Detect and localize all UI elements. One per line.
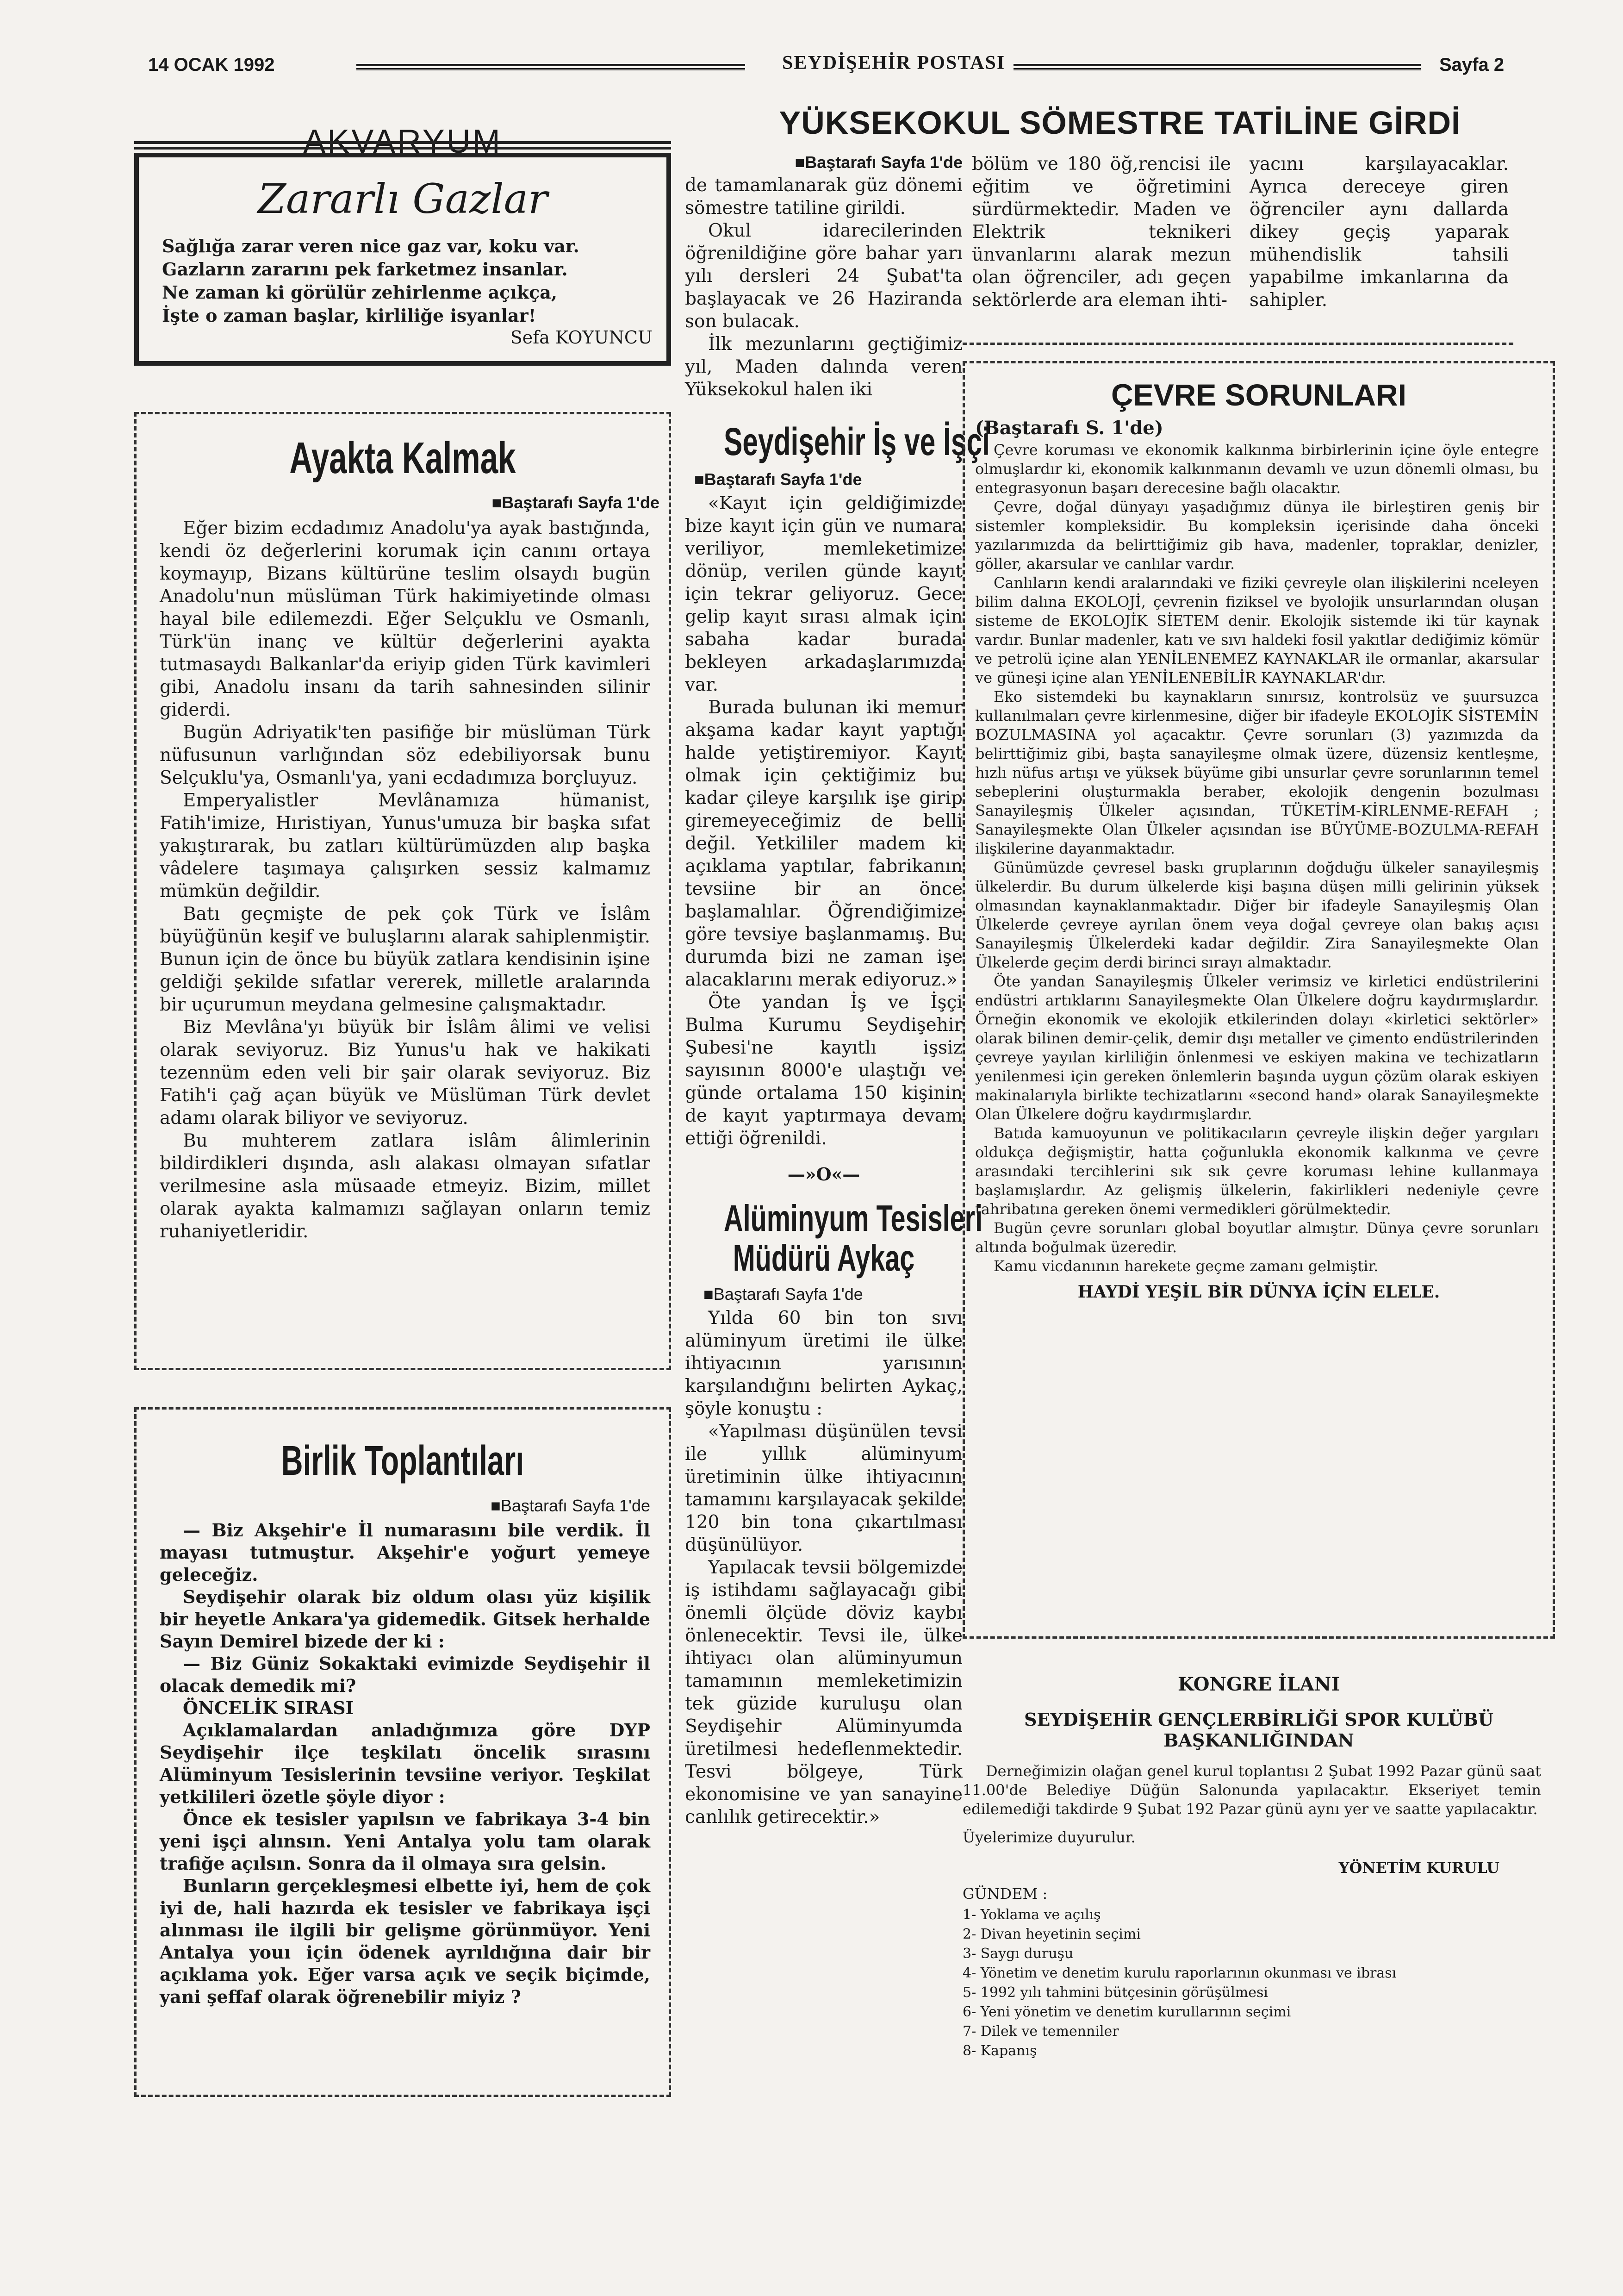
kongre-invite: Üyelerimize duyurulur. (963, 1828, 1136, 1846)
kongre-body: Derneğimizin olağan genel kurul toplantısı 2 Şubat 1992 Pazar günü saat 11.00'de Belediye Düğün Salonunda yapılacaktır. Ekseriyet temin edilemediği takdirde 9 Şubat 192 Pazar günü aynı yer ve saatte yapılacaktır. (963, 1762, 1541, 1818)
newspaper-name: SEYDİŞEHİR POSTASI (782, 52, 1006, 74)
isci-paragraph: Burada bulunan iki memur akşama kadar kayıt yaptığı halde yetiştiremiyor. Kayıt olmak için çektiğimiz bu kadar çileye karşılık işe girip giremeyeceğimiz de belli değil. Yetkililer madem ki açıklama yaptılar, fabrikanın tevsiine bir an önce başlamalılar. Öğrendiğimize göre tevsiye başlanmamış. Bu durumda bizi ne zaman işe alacaklarını merak ediyoruz.» (685, 697, 963, 990)
isci-title: Seydişehir İş ve İşçi (724, 420, 990, 463)
birlik-box (134, 1407, 671, 2097)
yuksekokul-paragraph: Okul idarecilerinden öğrenildiğine göre bahar yarı yılı dersleri 24 Şubat'ta başlayacak ve 26 Haziranda son bulacak. (685, 220, 963, 332)
cevre-source: (Baştarafı S. 1'de) (975, 417, 1163, 439)
kongre-signature: YÖNETİM KURULU (1338, 1859, 1499, 1877)
yuksekokul-col1 (685, 174, 963, 401)
akvaryum-kicker: AKVARYUM (303, 123, 502, 160)
yuksekokul-col3: yacını karşılayacaklar. Ayrıca dereceye giren öğrenciler aynı dallarda dikey geçiş yaparak mühendislik tahsili yapabilme imkanlarına da sahipler. (1250, 154, 1509, 311)
yuksekokul-paragraph: İlk mezunlarını geçtiğimiz yıl, Maden dalında veren Yüksekokul halen iki (685, 334, 963, 400)
poem-line: Gazların zararını pek farketmez insanlar. (162, 259, 568, 280)
aluminyum-paragraph: «Yapılması düşünülen tevsi ile yıllık alüminyum üretiminin ülke ihtiyacının tamamını karşılayacak şekilde 120 bin tona çıkartılması düşünülüyor. (685, 1421, 963, 1555)
poem-line: Ne zaman ki görülür zehirlenme açıkça, (162, 282, 558, 303)
cevre-paragraph: Öte yandan Sanayileşmiş Ülkeler verimsiz ve kirletici endüstrilerini endüstri artıklarını Sanayileşmekte Olan Ülkelere doğru kaydırmışlardır. Örneğin ekonomik ve ekolojik etkilerinden dolayı «kirletici sektörler» olarak bilinen demir-çelik, demir dışı metaller ve çimento endüstrilerinden çevreye yayılan kirliliğin önlenmesi ve eskiyen makina ve techizatların yenilenmesi için gereken önlemlerin başında uygun çözüm olarak eskiyen makinalarıyla birlikte techizatlarını «second hand» olarak Sanayileşmekte Olan Ülkelere doğru kaydırmışlardır. (975, 973, 1539, 1123)
cevre-paragraph: Eko sistemdeki bu kaynakların sınırsız, kontrolsüz ve şuursuzca kullanılmaları çevre kirlenmesine, diğer bir ifadeyle EKOLOJİK SİSTEMİN BOZULMASINA yol açacaktır. Çevre sorunları (3) yazımızda da belirttiğimiz gibi, başta sanayileşme olmak üzere, düzensiz kentleşme, hızlı nüfus artışı ve yüksek büyüme gibi unsurlar çevre sorunlarının temel sebeplerini oluşturmakla beraber, ekolojik dengenin bozulması Sanayileşmiş Ülkeler açısından, TÜKETİM-KİRLENME-REFAH ; Sanayileşmekte Olan Ülkeler açısından ise BÜYÜME-BOZULMA-REFAH ilişkilerine dayanmaktadır. (975, 688, 1539, 857)
ayakta-paragraph: Bugün Adriyatik'ten pasifiğe bir müslüman Türk nüfusunun varlığından söz edebiliyorsak bunu Selçuklu'ya, Osmanlı'ya, yani ecdadımıza borçluyuz. (160, 722, 650, 788)
birlik-paragraph: Açıklamalardan anladığımıza göre DYP Seydişehir ilçe teşkilatı öncelik sırasını Alüminyum Tesislerinin tevsiine veriyor. Teşkilat yetkilileri özetle şöyle diyor : (160, 1720, 650, 1807)
isci-paragraph: «Kayıt için geldiğimizde bize kayıt için gün ve numara veriliyor, memleketimize dönüp, verilen günde kayıt için tekrar geliyoruz. Gece gelip kayıt sırası almak için sabaha kadar burada bekleyen arkadaşlarımızda var. (685, 493, 963, 695)
poem-line: Sağlığa zarar veren nice gaz var, koku var. (162, 236, 579, 256)
cevre-title: ÇEVRE SORUNLARI (1111, 378, 1407, 412)
birlik-title: Birlik Toplantıları (281, 1438, 524, 1484)
yuksekokul-col2: bölüm ve 180 öğ,rencisi ile eğitim ve öğretimini sürdürmektedir. Maden ve Elektrik teknikeri ünvanlarını alarak mezun olan öğrenciler, adı geçen sektörlerde ara eleman ihti- (972, 154, 1231, 311)
cevre-paragraph: Çevre koruması ve ekonomik kalkınma birbirlerinin içine öyle entegre olmuşlardır ki, ekonomik kalkınmanın devamlı ve uzun dönemli olması, bu entegrasyonun başarı derecesine bağlı olacaktır. (975, 441, 1539, 497)
agenda-item: 5- 1992 yılı tahmini bütçesinin görüşülmesi (963, 1984, 1268, 2001)
birlik-paragraph: Önce ek tesisler yapılsın ve fabrikaya 3-4 bin yeni işçi alınsın. Yeni Antalya yolu tam olarak trafiğe açılsın. Sonra da il olmaya sıra gelsin. (160, 1809, 650, 1874)
agenda-list (963, 1905, 1555, 2061)
kongre-title: KONGRE İLANI (1177, 1673, 1340, 1695)
yuksekokul-paragraph: de tamamlanarak güz dönemi sömestre tatiline girildi. (685, 175, 963, 218)
agenda-item: 3- Saygı duruşu (963, 1946, 1074, 1962)
ayakta-body (160, 517, 650, 1243)
aluminyum-paragraph: Yılda 60 bin ton sıvı alüminyum üretimi ile ülke ihtiyacının yarısının karşılandığını belirten Aykaç, şöyle konuştu : (685, 1308, 963, 1419)
ayakta-paragraph: Emperyalistler Mevlânamıza hümanist, Fatih'imize, Hıristiyan, Yunus'umuza bir başka sıfat yakıştırarak, bu zatları kültürümüzden alıp başka vâdelere taşımaya çalışırken sessiz kalmamız mümkün değildir. (160, 790, 650, 902)
birlik-body (160, 1519, 650, 2008)
agenda-item: 1- Yoklama ve açılış (963, 1907, 1101, 1923)
akvaryum-author: Sefa KOYUNCU (510, 327, 653, 348)
isci-source: ■ Baştarafı Sayfa 1'de (694, 470, 963, 489)
agenda-item: 4- Yönetim ve denetim kurulu raporlarının okunması ve ibrası (963, 1965, 1397, 1981)
issue-date: 14 OCAK 1992 (148, 55, 275, 75)
birlik-source: ■ Baştarafı Sayfa 1'de (137, 1496, 650, 1516)
cevre-paragraph: Canlıların kendi aralarındaki ve fiziki çevreyle olan ilişkilerini nceleyen bilim dalına EKOLOJİ, çevrenin fiziksel ve byolojik unsurlarından oluşan sisteme de EKOLOJİK SİETEM denir. Ekolojik sistemde iki tür kaynak vardır. Bunlar madenler, katı ve sıvı haldeki fosil yakıtlar dediğimiz kömür ve petrolü içine alan YENİLENEMEZ KAYNAKLAR ile ormanlar, akarsular ve güneşi içine alan YENİLENEBİLİR KAYNAKLAR'dır. (975, 574, 1539, 686)
cevre-paragraph: Günümüzde çevresel baskı gruplarının doğduğu ülkeler sanayileşmiş ülkelerdir. Bu durum ülkelerde kişi başına düşen milli gelirinin yüksek olmasından kaynaklanmaktadır. Diğer bir ifadeyle Sanayileşmiş Olan Ülkelerde çevreye ayrılan önem veya doğal çevreye olan bakış açısı Sanayileşmiş Ülkelerdeki kadar değildir. Zira Sanayileşmekte Olan Ülkelerde geçim derdi birinci sırayı almaktadır. (975, 859, 1539, 971)
cevre-paragraph: Bugün çevre sorunları global boyutlar almıştır. Dünya çevre sorunları altında boğulmak üzeredir. (975, 1219, 1539, 1256)
agenda-label: GÜNDEM : (963, 1885, 1048, 1903)
ayakta-paragraph: Biz Mevlâna'yı büyük bir İslâm âlimi ve velisi olarak seviyoruz. Biz Yunus'u hak ve hakikati tezennüm eden veli bir şair olarak seviyoruz. Biz Fatih'i çağ açan büyük ve Müslüman Türk devlet adamı olarak biliyor ve seviyoruz. (160, 1017, 650, 1129)
poem-line: İşte o zaman başlar, kirliliğe isyanlar! (162, 305, 536, 326)
birlik-subhead: ÖNCELİK SIRASI (183, 1697, 354, 1718)
header-rule-right (1014, 64, 1421, 70)
agenda-item: 7- Dilek ve temenniler (963, 2023, 1119, 2040)
kongre-ilani (963, 1660, 1555, 2113)
ayakta-paragraph: Batı geçmişte de pek çok Türk ve İslâm büyüğünün keşif ve buluşlarını alarak sahiplenmiştir. Bunun için de önce bu büyük zatlara kendisinin işine geldiği şekilde sıfatlar vererek, milletle aralarında bir uçurumun meydana gelmesine çalışmaktadır. (160, 904, 650, 1015)
ayakta-paragraph: Eğer bizim ecdadımız Anadolu'ya ayak bastığında, kendi öz değerlerini korumak için canını ortaya koymayıp, Bizans kültürüne teslim olsaydı bugün Anadolu'nun müslüman Türk hakimiyetinde olması hayal bile edilemezdi. Eğer Selçuklu ve Osmanlı, Türk'ün inanç ve kültür değerlerini ayakta tutmasaydı Balkanlar'da eriyip giden Türk kavimleri gibi, Anadolu insanı da tarih sahnesinden silinir giderdi. (160, 518, 650, 720)
akvaryum-title: Zararlı Gazlar (257, 175, 548, 223)
aluminyum-title-line: Müdürü Aykaç (733, 1237, 915, 1279)
akvaryum-box (134, 153, 671, 366)
ayakta-box (134, 412, 671, 1370)
ayakta-source: ■ Baştarafı Sayfa 1'de (137, 493, 659, 512)
aluminyum-source: ■ Baştarafı Sayfa 1'de (703, 1285, 963, 1304)
aluminyum-paragraph: Yapılacak tevsii bölgemizde iş istihdamı sağlayacağı gibi önemli ölçüde döviz kaybı önlenecektir. Tevsi ile, ülke ihtiyacı olan alüminyumun tamamının memleketimizin tek güzide kuruluşu olan Seydişehir Alüminyumda üretilmesi hedeflenmektedir. Tesvi bölgeye, Türk ekonomisine ve yan sanayine canlılık getirecektir.» (685, 1557, 963, 1828)
yuksekokul-headline: YÜKSEKOKUL SÖMESTRE TATİLİNE GİRDİ (779, 105, 1461, 141)
birlik-paragraph: — Biz Güniz Sokaktaki evimizde Seydişehir il olacak demedik mi? (160, 1653, 650, 1696)
ayakta-paragraph: Bu muhterem zatlara islâm âlimlerinin bildirdikleri dışında, aslı alakası olmayan sıfatlar verilmesine asla müsaade etmeyiz. Bizim, millet olarak ayakta kalmamızı sağlayan onların temiz ruhaniyetleridir. (160, 1130, 650, 1242)
kongre-subtitle: SEYDİŞEHİR GENÇLERBİRLİĞİ SPOR KULÜBÜ (1024, 1709, 1493, 1730)
cevre-paragraph: Batıda kamuoyunun ve politikacıların çevreyle ilişkin değer yargıları oldukça değişmiştir, hatta çoğunlukla ekonomik kalkınma ve çevre arasındaki tercihlerini sık sık çevre koruması lehine kullanmaya başlamışlardır. Az gelişmiş ülkelerin, fakirlikleri nedeniyle çevre tahribatına gereken önemi vermedikleri görülmektedir. (975, 1124, 1539, 1218)
agenda-item: 8- Kapanış (963, 2043, 1037, 2059)
page-number: Sayfa 2 (1439, 55, 1505, 75)
cevre-body (975, 441, 1539, 1276)
header-rule-left (356, 64, 745, 70)
kongre-subtitle: BAŞKANLIĞINDAN (1163, 1730, 1354, 1751)
aluminyum-title-line: Alüminyum Tesisleri (724, 1198, 983, 1239)
yuksekokul-bottom-rule (963, 343, 1513, 345)
isci-body (685, 492, 963, 1150)
aluminyum-title (724, 1198, 983, 1279)
birlik-paragraph: — Biz Akşehir'e İl numarasını bile verdik. İl mayası tutmuştur. Akşehir'e yoğurt yemeye geleceğiz. (160, 1520, 650, 1585)
cevre-paragraph: Çevre, doğal dünyayı yaşadığımız dünya ile birleştiren geniş bir sistemler kompleksidir. Bu kompleksin içerisinde daha önceki yazılarımızda da belirttiğimiz gib hava, madenler, topraklar, denizler, göller, akarsular ve canlılar vardır. (975, 498, 1539, 573)
middle-column (685, 153, 990, 1828)
cevre-box (963, 361, 1555, 1639)
ayakta-title: Ayakta Kalmak (289, 433, 516, 483)
yuksekokul-source: ■ Baştarafı Sayfa 1'de (685, 153, 963, 172)
agenda-item: 6- Yeni yönetim ve denetim kurullarının seçimi (963, 2004, 1291, 2020)
akvaryum-poem (162, 235, 653, 327)
aluminyum-body (685, 1307, 963, 1828)
akvaryum-top-rule (134, 141, 671, 150)
birlik-paragraph: Seydişehir olarak biz oldum olası yüz kişilik bir heyetle Ankara'ya gidemedik. Gitsek herhalde Sayın Demirel bizede der ki : (160, 1586, 650, 1652)
section-separator: —»O«— (787, 1164, 860, 1185)
isci-paragraph: Öte yandan İş ve İşçi Bulma Kurumu Seydişehir Şubesi'ne kayıtlı işsiz sayısının 8000'e ulaştığı ve günde ortalama 150 kişinin de kayıt yaptırmaya devam ettiği öğrenildi. (685, 992, 963, 1149)
agenda-item: 2- Divan heyetinin seçimi (963, 1926, 1141, 1942)
cevre-closing: HAYDİ YEŞİL BİR DÜNYA İÇİN ELELE. (1077, 1282, 1440, 1302)
cevre-paragraph: Kamu vicdanının harekete geçme zamanı gelmiştir. (994, 1257, 1379, 1275)
birlik-paragraph: Bunların gerçekleşmesi elbette iyi, hem de çok iyi de, hali hazırda ek tesisler ve fabrikaya işçi alınması ile ilgili bir gelişme görünmüyor. Yeni Antalya youı için ödenek ayrıldığına dair bir açıklama yok. Eğer varsa açık ve seçik biçimde, yani şeffaf olarak öğrenebilir miyiz ? (160, 1875, 650, 2007)
